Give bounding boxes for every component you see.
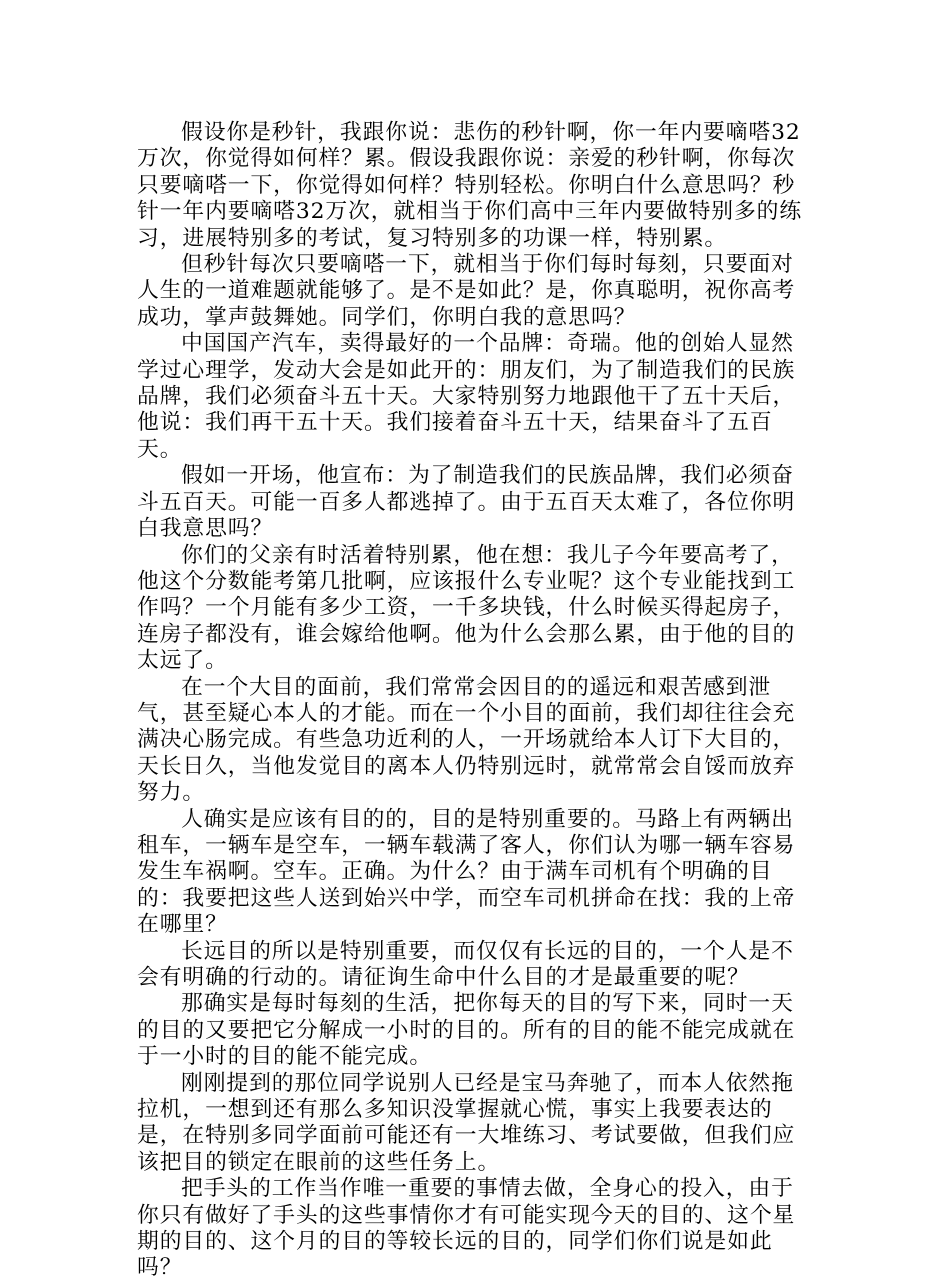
paragraph-9: 那确实是每时每刻的生活，把你每天的目的写下来，同时一天的目的又要把它分解成一小时的目的。所有的目的能不能完成就在于一小时的目的能不能完成。 [137,991,796,1070]
paragraph-8: 长远目的所以是特别重要，而仅仅有长远的目的，一个人是不会有明确的行动的。请征询生命中什么目的才是最重要的呢？ [137,938,794,990]
document-body [137,120,813,1282]
paragraph-1: 假设你是秒针，我跟你说：悲伤的秒针啊，你一年内要嘀嗒32万次，你觉得如何样？累。假设我跟你说：亲爱的秒针啊，你每次只要嘀嗒一下，你觉得如何样？特别轻松。你明白什么意思吗？秒针一年内要嘀嗒32万次，就相当于你们高中三年内要做特别多的练习，进展特别多的考试，复习特别多的功课一样，特别累。 [137,120,803,251]
paragraph-6: 在一个大目的面前，我们常常会因目的的遥远和艰苦感到泄气，甚至疑心本人的才能。而在一个小目的面前，我们却往往会充满决心肠完成。有些急功近利的人，一开场就给本人订下大目的，天长日久，当他发觉目的离本人仍特别远时，就常常会自馁而放弃努力。 [137,674,796,806]
paragraph-11: 把手头的工作当作唯一重要的事情去做，全身心的投入，由于你只有做好了手头的这些事情你才有可能实现今天的目的、这个星期的目的、这个月的目的等较长远的目的，同学们你们说是如此吗？ [137,1176,796,1281]
paragraph-2: 但秒针每次只要嘀嗒一下，就相当于你们每时每刻，只要面对人生的一道难题就能够了。是不是如此？是，你真聪明，祝你高考成功，掌声鼓舞她。同学们，你明白我的意思吗？ [137,252,796,330]
paragraph-5: 你们的父亲有时活着特别累，他在想：我儿子今年要高考了，他这个分数能考第几批啊，应该报什么专业呢？这个专业能找到工作吗？一个月能有多少工资，一千多块钱，什么时候买得起房子，连房子都没有，谁会嫁给他啊。他为什么会那么累，由于他的目的太远了。 [137,542,796,674]
paragraph-10: 刚刚提到的那位同学说别人已经是宝马奔驰了，而本人依然拖拉机，一想到还有那么多知识没掌握就心慌，事实上我要表达的是，在特别多同学面前可能还有一大堆练习、考试要做，但我们应该把目的锁定在眼前的这些任务上。 [137,1070,796,1175]
paragraph-7: 人确实是应该有目的的，目的是特别重要的。马路上有两辆出租车，一辆车是空车，一辆车载满了客人，你们认为哪一辆车容易发生车祸啊。空车。正确。为什么？由于满车司机有个明确的目的：我要把这些人送到始兴中学，而空车司机拼命在找：我的上帝在哪里？ [137,806,796,938]
paragraph-4: 假如一开场，他宣布：为了制造我们的民族品牌，我们必须奋斗五百天。可能一百多人都逃掉了。由于五百天太难了，各位你明白我意思吗？ [137,463,796,542]
paragraph-3: 中国国产汽车，卖得最好的一个品牌：奇瑞。他的创始人显然学过心理学，发动大会是如此开的：朋友们，为了制造我们的民族品牌，我们必须奋斗五十天。大家特别努力地跟他干了五十天后，他说：我们再干五十天。我们接着奋斗五十天，结果奋斗了五百天。 [137,331,796,462]
